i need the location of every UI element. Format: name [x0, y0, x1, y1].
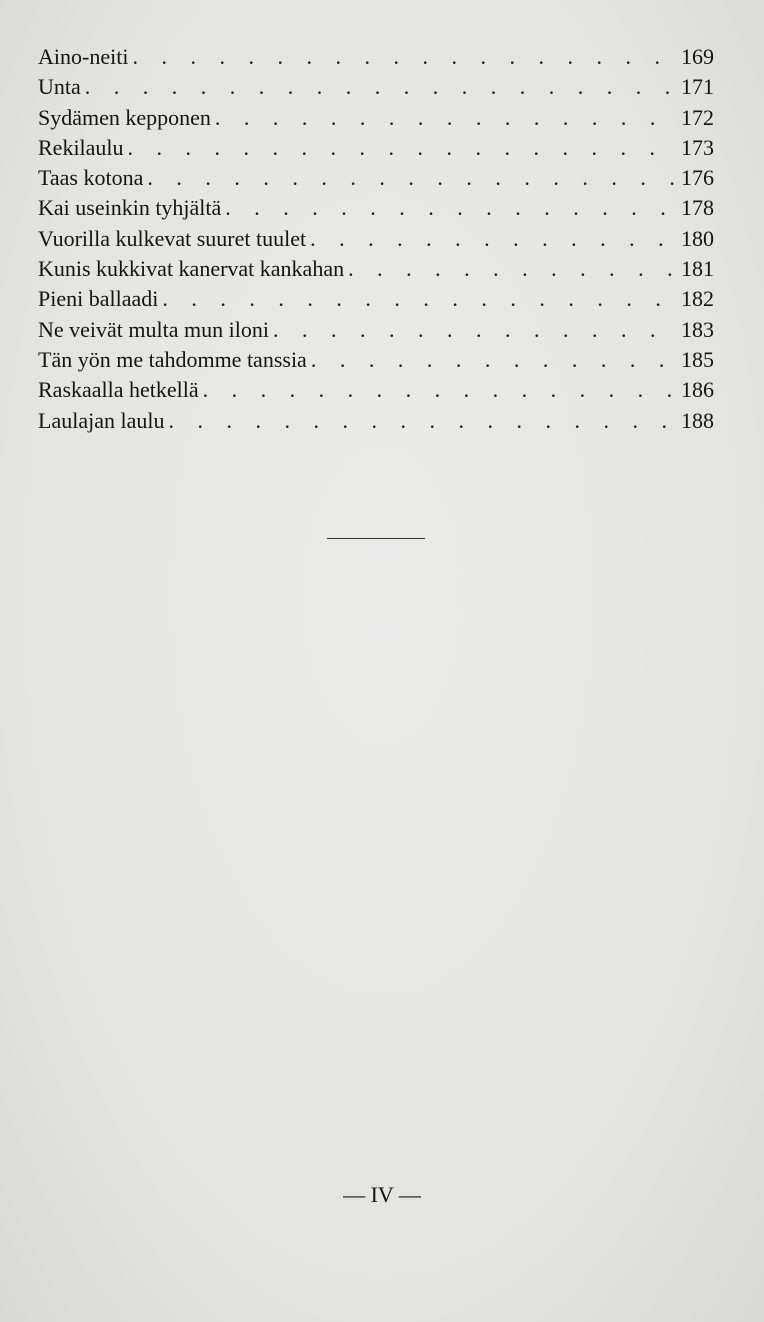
toc-entry-title: Laulajan laulu [38, 407, 165, 433]
toc-entry-page: 182 [681, 286, 714, 312]
toc-entry-page: 171 [681, 74, 714, 100]
toc-entry-page: 181 [681, 256, 714, 282]
dot-leader [225, 193, 677, 223]
toc-entry-page: 169 [681, 44, 714, 69]
toc-entry-page: 183 [681, 316, 714, 342]
toc-entry [38, 315, 714, 345]
toc-entry [38, 163, 714, 193]
toc-entry-title: Kunis kukkivat kanervat kankahan [38, 256, 345, 282]
toc-entry [38, 42, 714, 72]
dot-leader [215, 103, 677, 133]
toc-entry-page: 178 [681, 195, 714, 221]
toc-entry-title: Rekilaulu [38, 134, 124, 160]
dot-leader [311, 345, 677, 375]
dot-leader [273, 315, 677, 345]
toc-entry [38, 254, 714, 284]
toc-entry-title: Sydämen kepponen [38, 104, 211, 130]
section-divider [327, 538, 425, 539]
toc-entry [38, 103, 714, 133]
toc-entry-title: Tän yön me tahdomme tanssia [38, 346, 307, 372]
dot-leader [203, 375, 677, 405]
toc-entry-title: Ne veivät multa mun iloni [38, 316, 269, 342]
toc-entry [38, 133, 714, 163]
toc-entry [38, 375, 714, 405]
dot-leader [162, 284, 677, 314]
toc-entry-page: 176 [681, 165, 714, 191]
table-of-contents [38, 42, 714, 436]
toc-entry-title: Unta [38, 74, 81, 100]
dot-leader [132, 42, 677, 72]
toc-entry-page: 173 [681, 134, 714, 160]
toc-entry-title: Aino-neiti [38, 44, 129, 69]
toc-entry-title: Vuorilla kulkevat suuret tuulet [38, 225, 307, 251]
dot-leader [348, 254, 677, 284]
toc-entry [38, 72, 714, 102]
toc-entry [38, 284, 714, 314]
dot-leader [310, 224, 677, 254]
toc-entry [38, 406, 714, 436]
toc-entry-title: Taas kotona [38, 165, 144, 191]
dot-leader [168, 406, 677, 436]
toc-entry [38, 345, 714, 375]
toc-entry [38, 193, 714, 223]
toc-entry-title: Kai useinkin tyhjältä [38, 195, 222, 221]
dot-leader [85, 72, 677, 102]
toc-entry-title: Raskaalla hetkellä [38, 377, 199, 403]
dot-leader [128, 133, 677, 163]
toc-entry-page: 185 [681, 346, 714, 372]
toc-entry-page: 188 [681, 407, 714, 433]
toc-entry [38, 224, 714, 254]
page-folio: — IV — [343, 1182, 421, 1207]
toc-entry-page: 180 [681, 225, 714, 251]
dot-leader [147, 163, 677, 193]
toc-entry-title: Pieni ballaadi [38, 286, 159, 312]
toc-entry-page: 186 [681, 377, 714, 403]
toc-entry-page: 172 [681, 104, 714, 130]
